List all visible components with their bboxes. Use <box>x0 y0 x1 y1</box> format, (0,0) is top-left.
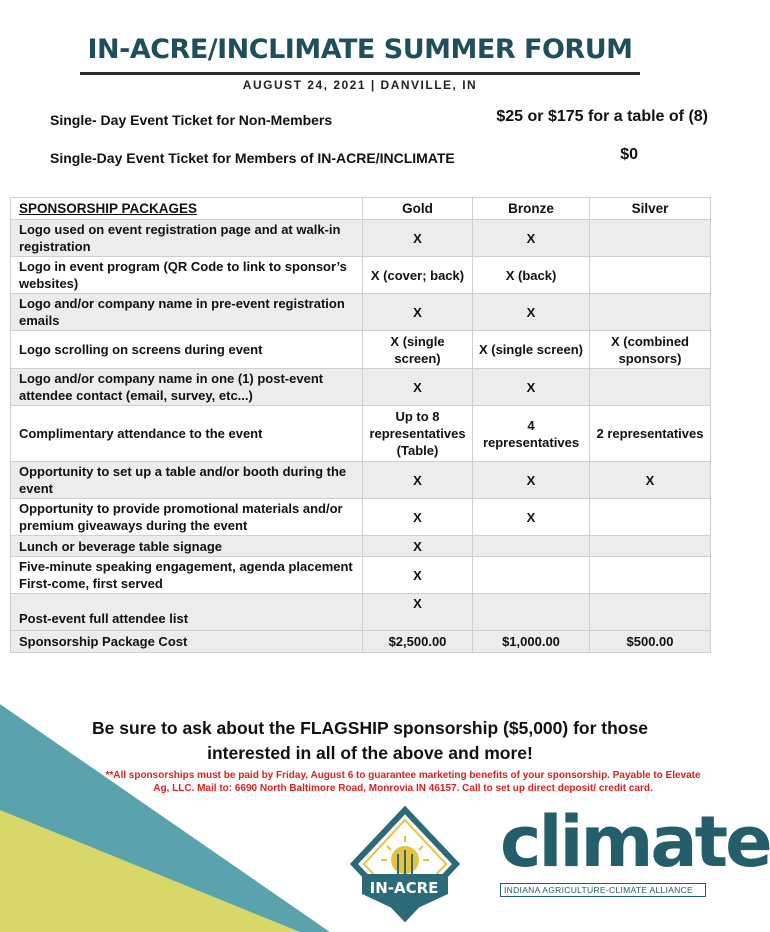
column-header-packages: SPONSORSHIP PACKAGES <box>11 198 363 220</box>
climate-logo: climate <box>500 801 770 883</box>
table-row <box>11 257 711 294</box>
cost-row <box>11 631 711 653</box>
silver-cell <box>590 536 711 557</box>
benefit-label: Logo scrolling on screens during event <box>11 331 363 369</box>
flagship-callout <box>40 716 700 766</box>
gold-cost: $2,500.00 <box>363 631 473 653</box>
bronze-cell: X <box>473 462 590 499</box>
gold-cell: X <box>363 369 473 406</box>
inacre-logo <box>350 806 460 924</box>
inacre-logo-text: IN-ACRE <box>369 879 439 897</box>
silver-cell: 2 representatives <box>590 406 711 462</box>
bronze-cell: X (back) <box>473 257 590 294</box>
climate-tagline: INDIANA AGRICULTURE-CLIMATE ALLIANCE <box>500 883 706 897</box>
ticket-price: $0 <box>620 146 638 163</box>
silver-cell <box>590 257 711 294</box>
silver-cell <box>590 499 711 536</box>
bronze-cell: X <box>473 499 590 536</box>
bronze-cell: X (single screen) <box>473 331 590 369</box>
table-row <box>11 369 711 406</box>
gold-cell: X <box>363 557 473 594</box>
benefit-label: Logo and/or company name in one (1) post-event attendee contact (email, survey, etc...) <box>11 369 363 406</box>
table-row <box>11 594 711 631</box>
table-row <box>11 499 711 536</box>
flagship-line-2: interested in all of the above and more! <box>207 743 533 763</box>
column-header-silver: Silver <box>590 198 711 220</box>
silver-cost: $500.00 <box>590 631 711 653</box>
silver-cell <box>590 594 711 631</box>
bronze-cell <box>473 536 590 557</box>
bronze-cell: X <box>473 369 590 406</box>
gold-cell: X <box>363 499 473 536</box>
bronze-cost: $1,000.00 <box>473 631 590 653</box>
gold-cell: X <box>363 536 473 557</box>
silver-cell <box>590 557 711 594</box>
gold-cell: X <box>363 594 473 631</box>
gold-cell: X (cover; back) <box>363 257 473 294</box>
table-row <box>11 331 711 369</box>
benefit-label: Logo used on event registration page and at walk-in registration <box>11 220 363 257</box>
ticket-label: Single-Day Event Ticket for Members of IN-ACRE/INCLIMATE <box>50 150 455 166</box>
cost-label: Sponsorship Package Cost <box>11 631 363 653</box>
table-row <box>11 220 711 257</box>
silver-cell <box>590 369 711 406</box>
title-rule <box>80 72 640 75</box>
table-row <box>11 406 711 462</box>
silver-cell: X <box>590 462 711 499</box>
silver-cell <box>590 294 711 331</box>
ticket-non-members <box>50 108 708 130</box>
table-row <box>11 557 711 594</box>
table-header-row <box>11 198 711 220</box>
silver-cell <box>590 220 711 257</box>
benefit-label: Lunch or beverage table signage <box>11 536 363 557</box>
benefit-label: Logo and/or company name in pre-event registration emails <box>11 294 363 331</box>
gold-cell: Up to 8 representatives (Table) <box>363 406 473 462</box>
column-header-bronze: Bronze <box>473 198 590 220</box>
benefit-label: Post-event full attendee list <box>11 594 363 631</box>
sponsorship-table <box>10 197 711 653</box>
bronze-cell <box>473 557 590 594</box>
bronze-cell: X <box>473 294 590 331</box>
benefit-label: Opportunity to set up a table and/or booth during the event <box>11 462 363 499</box>
event-date-location: AUGUST 24, 2021 | DANVILLE, IN <box>242 78 478 92</box>
gold-cell: X <box>363 294 473 331</box>
table-row <box>11 462 711 499</box>
flagship-line-1: Be sure to ask about the FLAGSHIP sponsorship ($5,000) for those <box>92 718 648 738</box>
bronze-cell <box>473 594 590 631</box>
gold-cell: X (single screen) <box>363 331 473 369</box>
gold-cell: X <box>363 220 473 257</box>
ticket-members <box>50 146 708 168</box>
table-row <box>11 536 711 557</box>
payment-note: **All sponsorships must be paid by Friday, August 6 to guarantee marketing benefits of your sponsorship. Payable to Elevate Ag, LLC. Mail to: 6690 North Baltimore Road, Monrovia IN 46157. Call to set up direct deposit/ credit card. <box>105 770 701 794</box>
benefit-label: Five-minute speaking engagement, agenda placement First-come, first served <box>11 557 363 594</box>
column-header-gold: Gold <box>363 198 473 220</box>
silver-cell: X (combined sponsors) <box>590 331 711 369</box>
bronze-cell: X <box>473 220 590 257</box>
benefit-label: Logo in event program (QR Code to link to sponsor’s websites) <box>11 257 363 294</box>
page-title: IN-ACRE/INCLIMATE SUMMER FORUM <box>87 34 633 65</box>
benefit-label: Opportunity to provide promotional materials and/or premium giveaways during the event <box>11 499 363 536</box>
table-row <box>11 294 711 331</box>
ticket-label: Single- Day Event Ticket for Non-Members <box>50 112 333 128</box>
benefit-label: Complimentary attendance to the event <box>11 406 363 462</box>
bronze-cell: 4 representatives <box>473 406 590 462</box>
ticket-price: $25 or $175 for a table of (8) <box>496 108 708 125</box>
gold-cell: X <box>363 462 473 499</box>
